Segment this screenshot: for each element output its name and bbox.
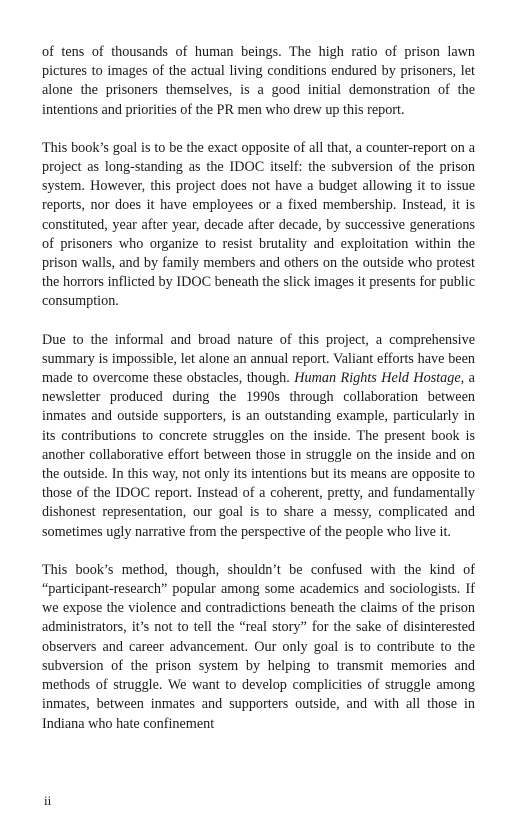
paragraph-3-text-end: , a newsletter produced during the 1990s through collaboration between inmates and outside supporters, is an outstanding example, particularly in its contributions to concrete struggles on the inside. The present book is another collaborative effort between those in struggle on the inside and on the outside. In this way, not only its intentions but its means are opposite to those of the IDOC report. Instead of a coherent, pretty, and fundamentally dishonest representation, our goal is to share a messy, complicated and sometimes ugly narrative from the perspective of the people who live it. (42, 370, 475, 540)
paragraph-3 (42, 331, 475, 542)
paragraph-4 (42, 561, 475, 734)
page-number: ii (44, 793, 52, 808)
paragraph-2-text: This book’s goal is to be the exact opposite of all that, a counter-report on a project as long-standing as the IDOC itself: the subversion of the prison system. However, this project does not have a budget allowing it to issue reports, nor does it have employees or a fixed membership. Instead, it is constituted, year after year, decade after decade, by successive generations of prisoners who organize to resist brutality and exploitation within the prison walls, and by family members and others on the outside who protest the horrors inflicted by IDOC beneath the slick images it presents for public consumption. (42, 139, 475, 310)
newsletter-title: Human Rights Held Hostage (294, 370, 461, 387)
paragraph-3-text-start: Due to the informal and broad nature of this project, a comprehensive summary is impossible, let alone an annual report. Valiant efforts have been made to overcome these obstacles, though. (42, 331, 475, 387)
paragraph-1 (42, 43, 475, 120)
paragraph-4-text: This book’s method, though, shouldn’t be confused with the kind of “participant-research” popular among some academics and sociologists. If we expose the violence and contradictions beneath the claims of the prison administrators, it’s not to tell the “real story” for the sake of disinterested observers and career advancement. Our only goal is to contribute to the subversion of the prison system by helping to transmit memories and methods of struggle. We want to develop complicities of struggle among inmates, between inmates and supporters outside, and with all those in Indiana who hate confinement (42, 561, 475, 732)
page-body (42, 43, 475, 753)
paragraph-2 (42, 139, 475, 312)
paragraph-1-text: of tens of thousands of human beings. The high ratio of prison lawn pictures to images of the actual living conditions endured by prisoners, let alone the prisoners themselves, is a good initial demonstration of the intentions and priorities of the PR men who drew up this report. (42, 44, 475, 118)
